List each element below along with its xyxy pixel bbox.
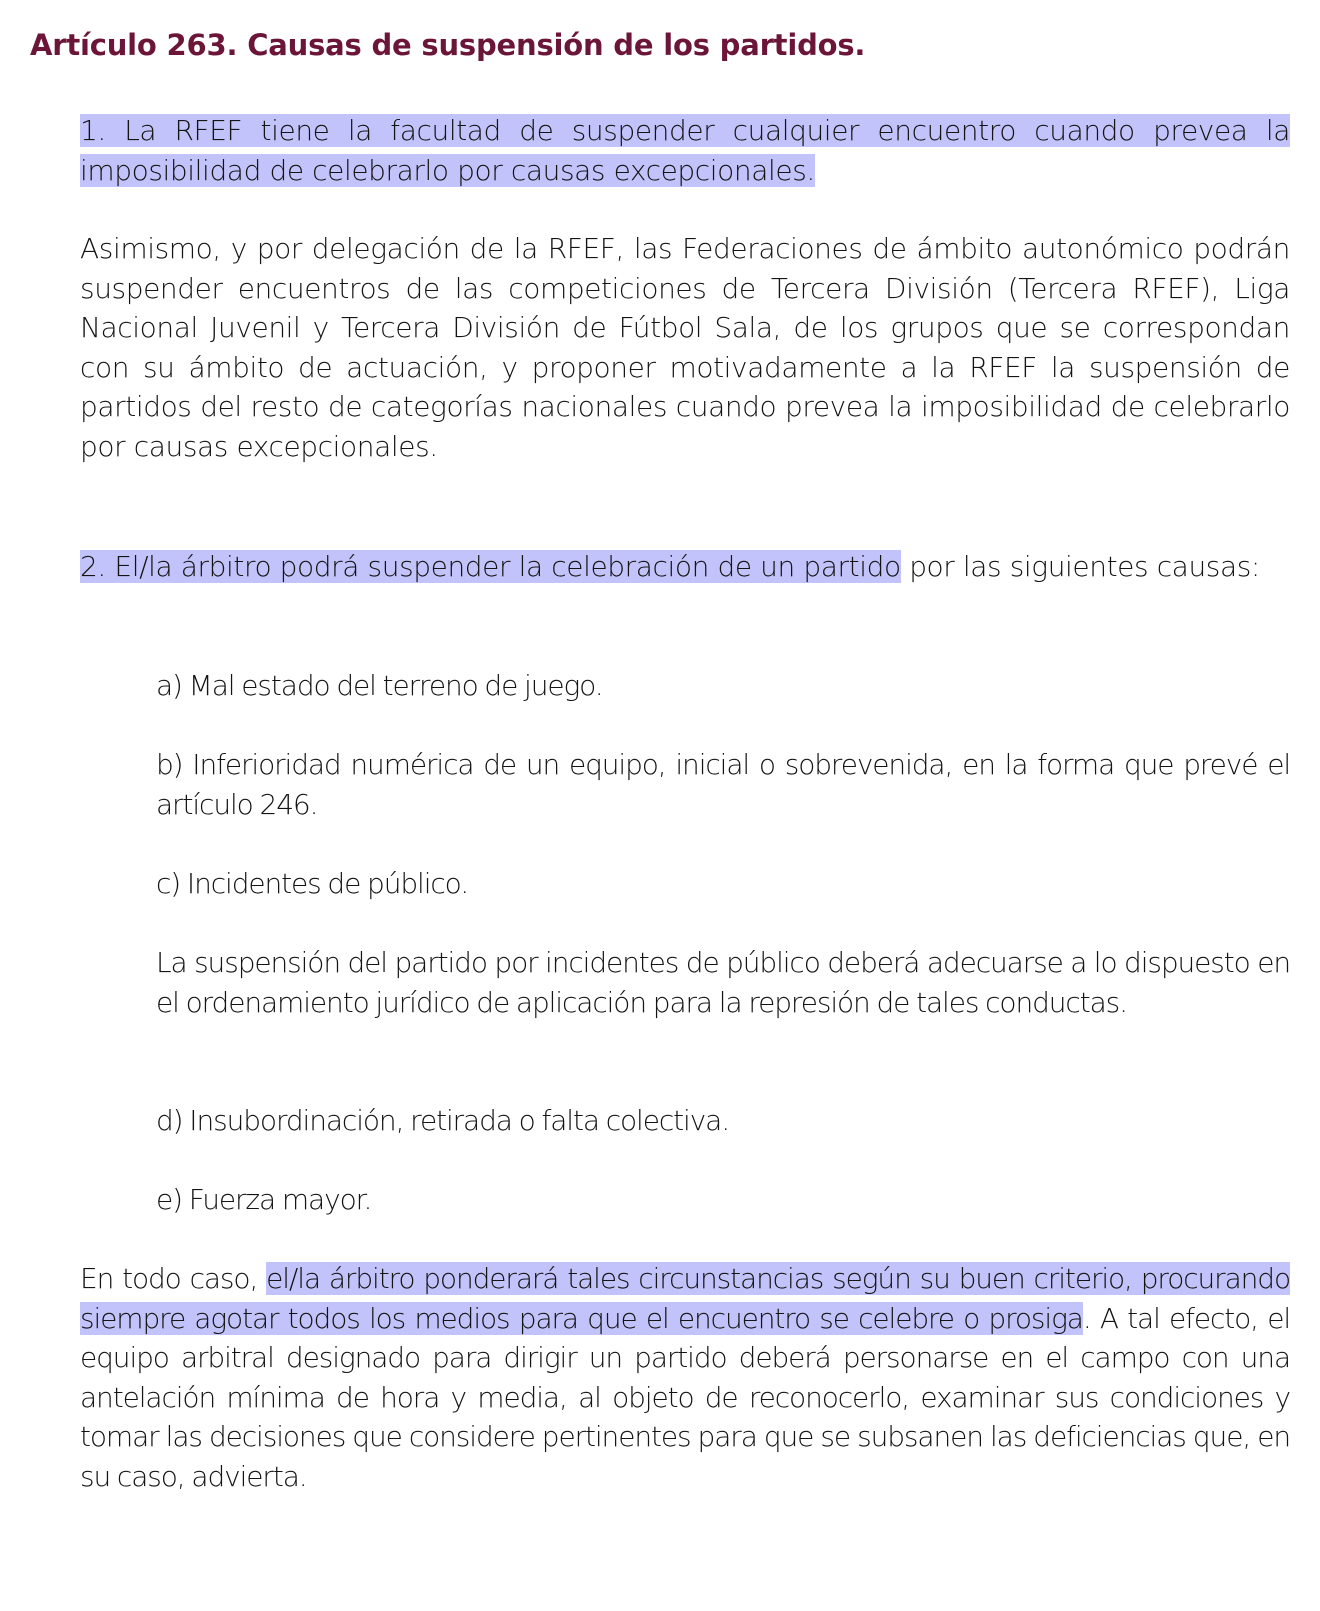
paragraph-4 — [80, 1259, 1290, 1497]
list-item-b: b) Inferioridad numérica de un equipo, inicial o sobrevenida, en la forma que prevé el artículo 246. — [156, 748, 1290, 821]
list-item-d: d) Insubordinación, retirada o falta colectiva. — [156, 1104, 730, 1137]
list-item-c: c) Incidentes de público. — [156, 867, 469, 900]
paragraph-text: En todo caso, — [80, 1262, 267, 1295]
paragraph-1 — [80, 111, 1290, 190]
list-item-a: a) Mal estado del terreno de juego. — [156, 669, 603, 702]
paragraph-text: por las siguientes causas: — [900, 550, 1260, 583]
paragraph-text: . A tal efecto, el equipo arbitral designado para dirigir un partido deberá personarse en el campo con una antelación mínima de hora y media, al objeto de reconocerlo, examinar sus condiciones y tomar las decisiones que considere pertinentes para que se subsanen las deficiencias que, en su caso, advierta. — [80, 1301, 1291, 1493]
highlighted-text: el/la árbitro ponderará tales circunstancias según su buen criterio, procurando siempre agotar todos los medios para que el encuentro se celebre o prosiga — [80, 1262, 1290, 1335]
paragraph-2: Asimismo, y por delegación de la RFEF, las Federaciones de ámbito autonómico podrán suspender encuentros de las competiciones de Tercera División (Tercera RFEF), Liga Nacional Juvenil y Tercera División de Fútbol Sala, de los grupos que se correspondan con su ámbito de actuación, y proponer motivadamente a la RFEF la suspensión de partidos del resto de categorías nacionales cuando prevea la imposibilidad de celebrarlo por causas excepcionales. — [80, 232, 1290, 463]
highlighted-text: 2. El/la árbitro podrá suspender la celebración de un partido — [80, 550, 901, 583]
highlighted-text: 1. La RFEF tiene la facultad de suspender cualquier encuentro cuando prevea la imposibilidad de celebrarlo por causas excepcionales. — [80, 114, 1290, 187]
paragraph-3 — [80, 547, 1290, 587]
list-item-e: e) Fuerza mayor. — [156, 1183, 372, 1216]
list-item-c-note: La suspensión del partido por incidentes de público deberá adecuarse a lo dispuesto en el ordenamiento jurídico de aplicación para la represión de tales conductas. — [156, 946, 1290, 1019]
article-title: Artículo 263. Causas de suspensión de los partidos. — [30, 28, 866, 62]
